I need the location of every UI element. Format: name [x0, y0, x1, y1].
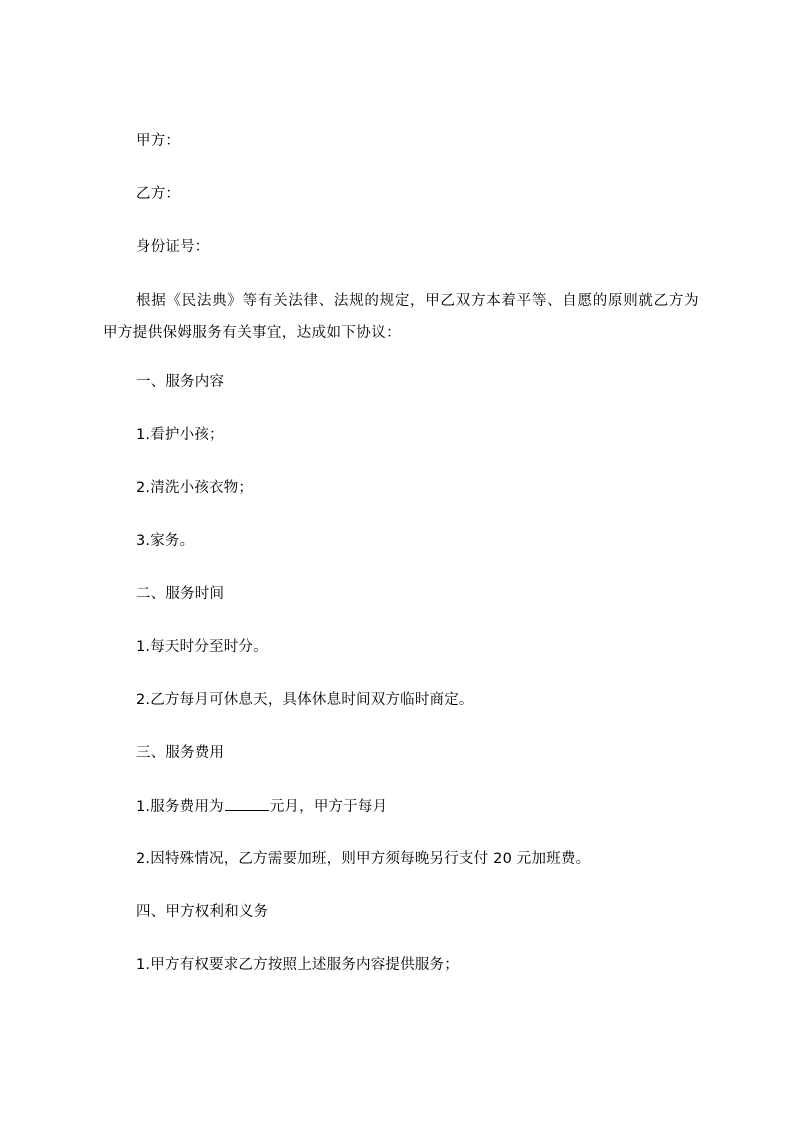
section-2-heading: 二、服务时间 [136, 586, 225, 602]
id-number-label: 身份证号： [136, 239, 210, 255]
fee-item-prefix: 1.服务费用为 [136, 799, 224, 815]
party-b-label: 乙方： [136, 186, 181, 202]
party-a-label: 甲方： [136, 133, 181, 149]
section-1-item-1: 1.看护小孩； [136, 427, 224, 443]
section-1-heading: 一、服务内容 [136, 374, 225, 390]
section-4-item-1: 1.甲方有权要求乙方按照上述服务内容提供服务； [136, 957, 459, 973]
section-1-item-2: 2.清洗小孩衣物； [136, 480, 254, 496]
section-3-heading: 三、服务费用 [136, 745, 225, 761]
fee-amount-blank [225, 796, 269, 811]
fee-item-suffix: 元月，甲方于每月 [269, 799, 388, 815]
section-1-item-3: 3.家务。 [136, 533, 195, 549]
section-3-item-1 [136, 796, 387, 817]
section-2-item-1: 1.每天时分至时分。 [136, 639, 268, 655]
intro-paragraph: 根据《民法典》等有关法律、法规的规定，甲乙双方本着平等、自愿的原则就乙方为甲方提供保姆服务有关事宜，达成如下协议： [103, 293, 699, 341]
section-4-heading: 四、甲方权利和义务 [136, 904, 269, 920]
section-3-item-2: 2.因特殊情况，乙方需要加班，则甲方须每晚另行支付 20 元加班费。 [136, 851, 591, 867]
section-2-item-2: 2.乙方每月可休息天，具体休息时间双方临时商定。 [136, 692, 474, 708]
